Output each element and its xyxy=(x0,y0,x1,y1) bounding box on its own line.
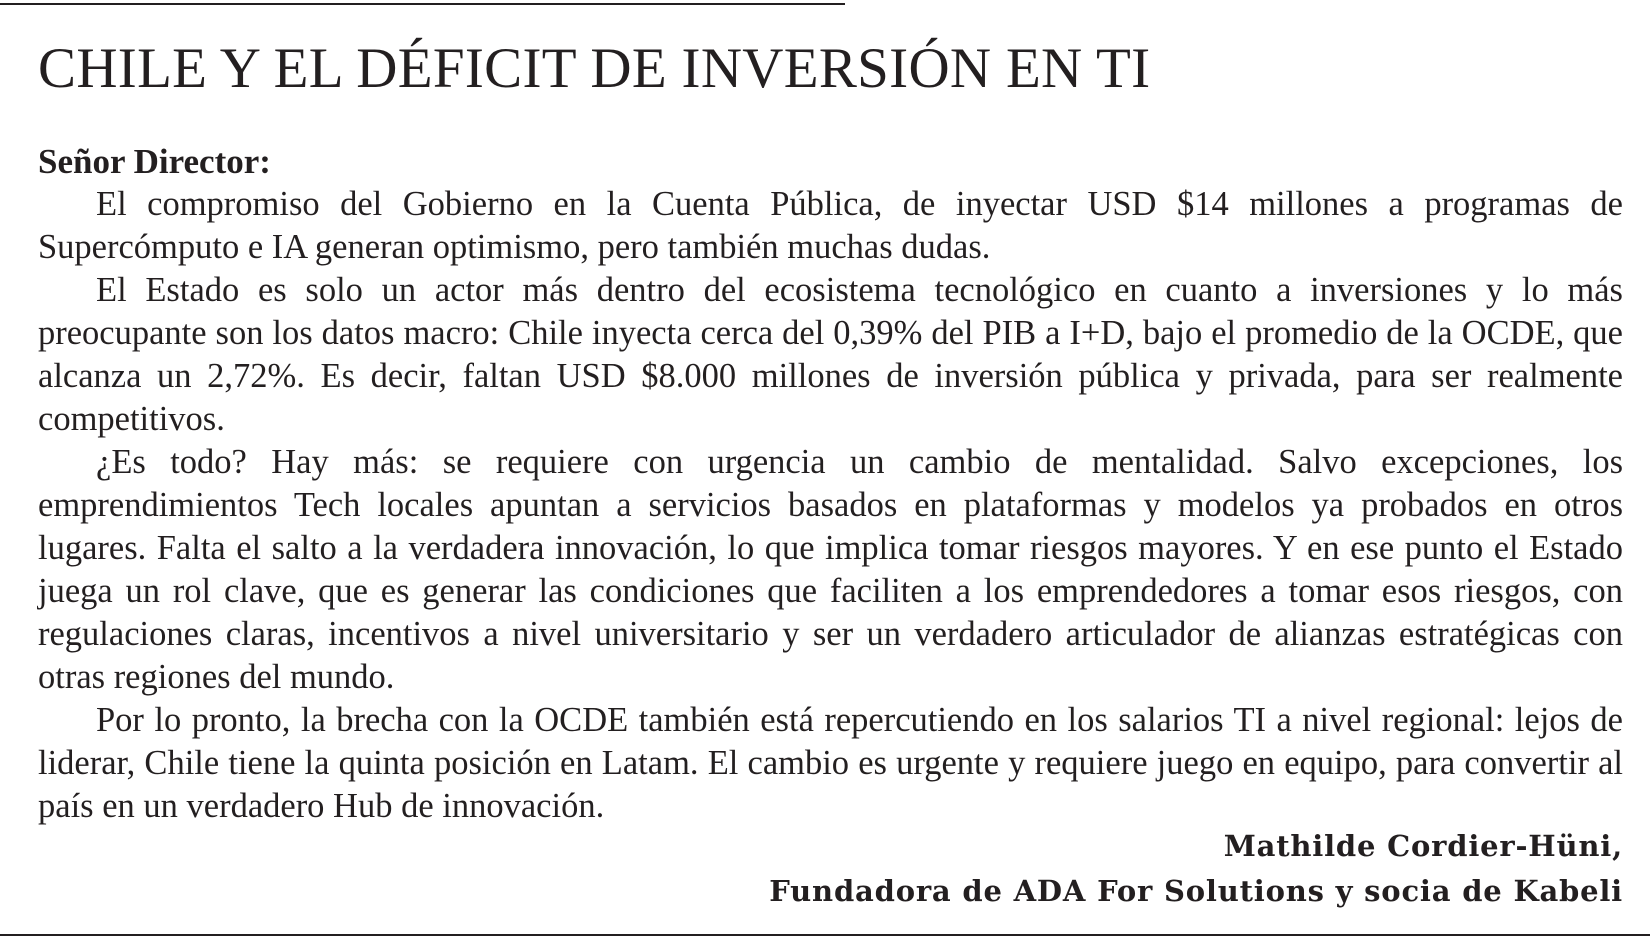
signature-name: Mathilde Cordier-Hüni, xyxy=(1223,829,1623,863)
bottom-rule xyxy=(0,934,1650,936)
paragraph-3: ¿Es todo? Hay más: se requiere con urgencia un cambio de mentalidad. Salvo excepciones, los emprendimientos Tech locales apuntan a servicios basados en plataformas y modelos ya probados en otros lugares. Falta el salto a la verdadera innovación, lo que implica tomar riesgos mayores. Y en ese punto el Estado juega un rol clave, que es generar las condiciones que faciliten a los emprendedores a tomar esos riesgos, con regulaciones claras, incentivos a nivel universitario y ser un verdadero articulador de alianzas estratégicas con otras regiones del mundo. xyxy=(38,443,1623,696)
signature xyxy=(769,824,1623,914)
headline: CHILE Y EL DÉFICIT DE INVERSIÓN EN TI xyxy=(38,37,1151,100)
salutation: Señor Director: xyxy=(38,142,271,181)
paragraph-2: El Estado es solo un actor más dentro del ecosistema tecnológico en cuanto a inversiones y lo más preocupante son los datos macro: Chile inyecta cerca del 0,39% del PIB a I+D, bajo el promedio de la OCDE, que alcanza un 2,72%. Es decir, faltan USD $8.000 millones de inversión pública y privada, para ser realmente competitivos. xyxy=(38,271,1623,438)
paragraph-4: Por lo pronto, la brecha con la OCDE también está repercutiendo en los salarios TI a nivel regional: lejos de liderar, Chile tiene la quinta posición en Latam. El cambio es urgente y requiere juego en equipo, para convertir al país en un verdadero Hub de innovación. xyxy=(38,701,1623,825)
letter-body xyxy=(38,140,1623,828)
paragraph-1: El compromiso del Gobierno en la Cuenta Pública, de inyectar USD $14 millones a programas de Supercómputo e IA generan optimismo, pero también muchas dudas. xyxy=(38,185,1623,266)
signature-role: Fundadora de ADA For Solutions y socia de Kabeli xyxy=(769,874,1623,908)
top-rule xyxy=(0,3,845,5)
